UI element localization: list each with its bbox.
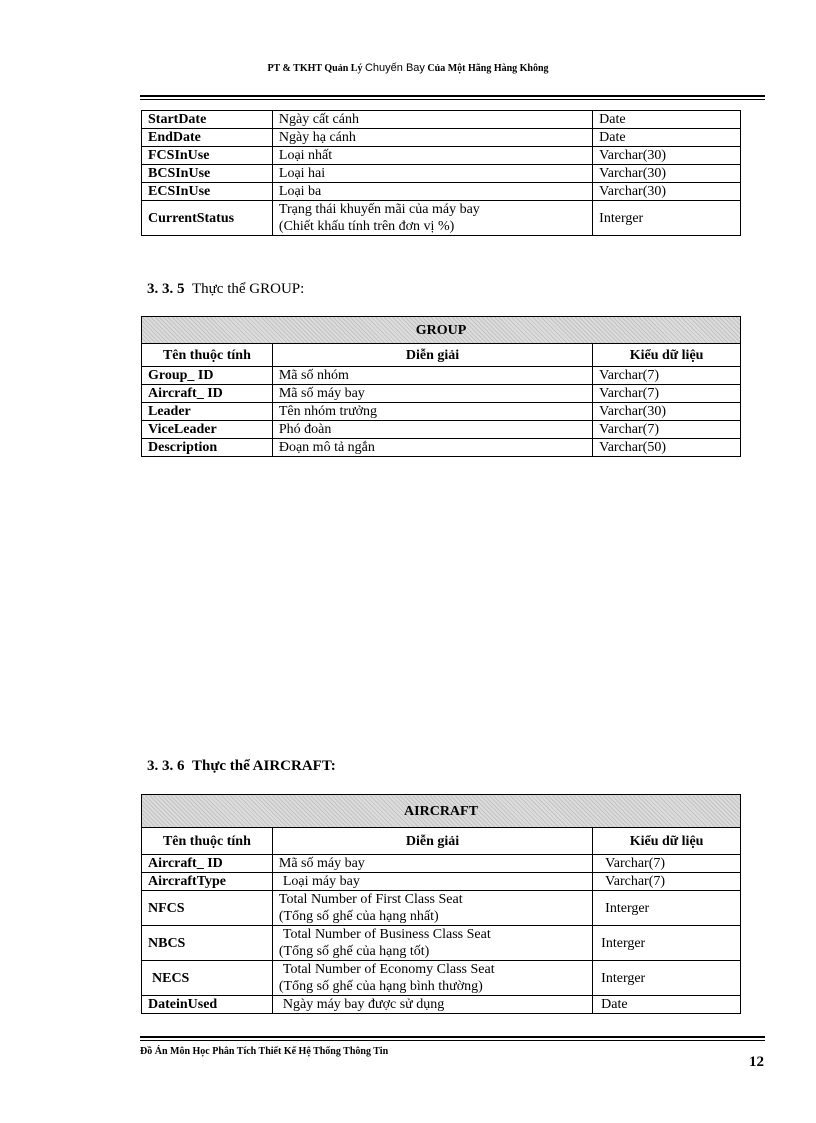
field-name: BCSInUse bbox=[142, 165, 273, 183]
field-desc: Loại nhất bbox=[272, 147, 592, 165]
field-desc bbox=[272, 926, 592, 961]
field-type: Varchar(7) bbox=[593, 855, 741, 873]
field-type: Varchar(7) bbox=[593, 421, 741, 439]
field-desc: Mã số máy bay bbox=[272, 855, 592, 873]
header-rule-thick bbox=[140, 95, 765, 97]
desc-line-1: Trạng thái khuyến mãi của máy bay bbox=[278, 202, 480, 217]
column-header: Diễn giải bbox=[272, 344, 592, 367]
field-name: Description bbox=[142, 439, 273, 457]
table-row bbox=[142, 147, 741, 165]
header-rule-thin bbox=[140, 99, 765, 100]
field-name: DateinUsed bbox=[142, 996, 273, 1014]
header-right: Của Một Hãng Hàng Không bbox=[424, 63, 549, 74]
section-label: Thực thể AIRCRAFT: bbox=[192, 758, 336, 774]
section-number: 3. 3. 5 bbox=[147, 281, 185, 297]
table-header-row bbox=[142, 828, 741, 855]
desc-line-2: (Tổng số ghế của hạng nhất) bbox=[278, 909, 439, 924]
table-group bbox=[141, 316, 741, 457]
desc-line-1: Total Number of First Class Seat bbox=[278, 892, 463, 907]
table-row bbox=[142, 873, 741, 891]
table-title-row bbox=[142, 795, 741, 828]
section-number: 3. 3. 6 bbox=[147, 758, 185, 774]
page-footer: Đồ Án Môn Học Phân Tích Thiết Kế Hệ Thống Thông Tin bbox=[140, 1046, 389, 1057]
field-type: Interger bbox=[593, 891, 741, 926]
table-row bbox=[142, 165, 741, 183]
field-name: NECS bbox=[142, 961, 273, 996]
section-label: Thực thể GROUP: bbox=[192, 281, 305, 297]
field-type: Varchar(30) bbox=[593, 183, 741, 201]
field-name: Leader bbox=[142, 403, 273, 421]
field-type: Date bbox=[593, 129, 741, 147]
field-type: Varchar(50) bbox=[593, 439, 741, 457]
table-row bbox=[142, 201, 741, 236]
column-header: Kiểu dữ liệu bbox=[593, 344, 741, 367]
column-header: Tên thuộc tính bbox=[142, 344, 273, 367]
table-row bbox=[142, 421, 741, 439]
table-row bbox=[142, 183, 741, 201]
field-desc: Mã số nhóm bbox=[272, 367, 592, 385]
header-left: PT & TKHT Quản Lý bbox=[267, 63, 365, 74]
header-middle: Chuyến Bay bbox=[364, 62, 425, 74]
table-row bbox=[142, 961, 741, 996]
field-type: Interger bbox=[593, 961, 741, 996]
table-row bbox=[142, 891, 741, 926]
section-heading-aircraft bbox=[147, 758, 336, 775]
table-header-row bbox=[142, 344, 741, 367]
desc-line-2: (Tổng số ghế của hạng tốt) bbox=[278, 944, 430, 959]
table-row bbox=[142, 129, 741, 147]
footer-rule-thin bbox=[140, 1040, 765, 1041]
field-name: FCSInUse bbox=[142, 147, 273, 165]
field-desc: Ngày cất cánh bbox=[272, 111, 592, 129]
field-desc: Đoạn mô tả ngắn bbox=[272, 439, 592, 457]
field-desc: Loại ba bbox=[272, 183, 592, 201]
field-desc bbox=[272, 201, 592, 236]
field-type: Varchar(30) bbox=[593, 147, 741, 165]
field-type: Date bbox=[593, 996, 741, 1014]
field-name: ECSInUse bbox=[142, 183, 273, 201]
table-row bbox=[142, 926, 741, 961]
table-row bbox=[142, 855, 741, 873]
field-type: Varchar(7) bbox=[593, 873, 741, 891]
field-desc: Tên nhóm trưởng bbox=[272, 403, 592, 421]
field-desc: Loại hai bbox=[272, 165, 592, 183]
field-desc: Ngày hạ cánh bbox=[272, 129, 592, 147]
field-name: Aircraft_ ID bbox=[142, 385, 273, 403]
field-desc bbox=[272, 891, 592, 926]
field-name: EndDate bbox=[142, 129, 273, 147]
field-type: Varchar(7) bbox=[593, 385, 741, 403]
section-heading-group bbox=[147, 281, 304, 298]
table-aircraft bbox=[141, 794, 741, 1014]
field-name: Group_ ID bbox=[142, 367, 273, 385]
field-type: Varchar(30) bbox=[593, 403, 741, 421]
field-name: AircraftType bbox=[142, 873, 273, 891]
field-desc: Mã số máy bay bbox=[272, 385, 592, 403]
field-desc: Ngày máy bay được sử dụng bbox=[272, 996, 592, 1014]
column-header: Tên thuộc tính bbox=[142, 828, 273, 855]
field-name: Aircraft_ ID bbox=[142, 855, 273, 873]
table-row bbox=[142, 367, 741, 385]
field-name: NBCS bbox=[142, 926, 273, 961]
table-row bbox=[142, 385, 741, 403]
field-name: NFCS bbox=[142, 891, 273, 926]
footer-rule-thick bbox=[140, 1036, 765, 1038]
field-type: Interger bbox=[593, 926, 741, 961]
column-header: Kiểu dữ liệu bbox=[593, 828, 741, 855]
desc-line-2: (Chiết khấu tính trên đơn vị %) bbox=[278, 219, 455, 234]
field-desc: Phó đoàn bbox=[272, 421, 592, 439]
desc-line-1: Total Number of Business Class Seat bbox=[282, 927, 491, 942]
column-header: Diễn giải bbox=[272, 828, 592, 855]
table-row bbox=[142, 403, 741, 421]
table-row bbox=[142, 439, 741, 457]
field-name: CurrentStatus bbox=[142, 201, 273, 236]
desc-line-2: (Tổng số ghế của hạng bình thường) bbox=[278, 979, 483, 994]
page-number: 12 bbox=[749, 1054, 764, 1070]
table-row bbox=[142, 996, 741, 1014]
desc-line-1: Total Number of Economy Class Seat bbox=[282, 962, 495, 977]
table-title: GROUP bbox=[142, 317, 741, 344]
table-top bbox=[141, 110, 741, 236]
table-title-row bbox=[142, 317, 741, 344]
field-type: Varchar(7) bbox=[593, 367, 741, 385]
page-header bbox=[0, 62, 816, 74]
field-name: StartDate bbox=[142, 111, 273, 129]
table-title: AIRCRAFT bbox=[142, 795, 741, 828]
field-type: Varchar(30) bbox=[593, 165, 741, 183]
field-type: Date bbox=[593, 111, 741, 129]
field-type: Interger bbox=[593, 201, 741, 236]
field-desc bbox=[272, 961, 592, 996]
field-name: ViceLeader bbox=[142, 421, 273, 439]
field-desc: Loại máy bay bbox=[272, 873, 592, 891]
table-row bbox=[142, 111, 741, 129]
